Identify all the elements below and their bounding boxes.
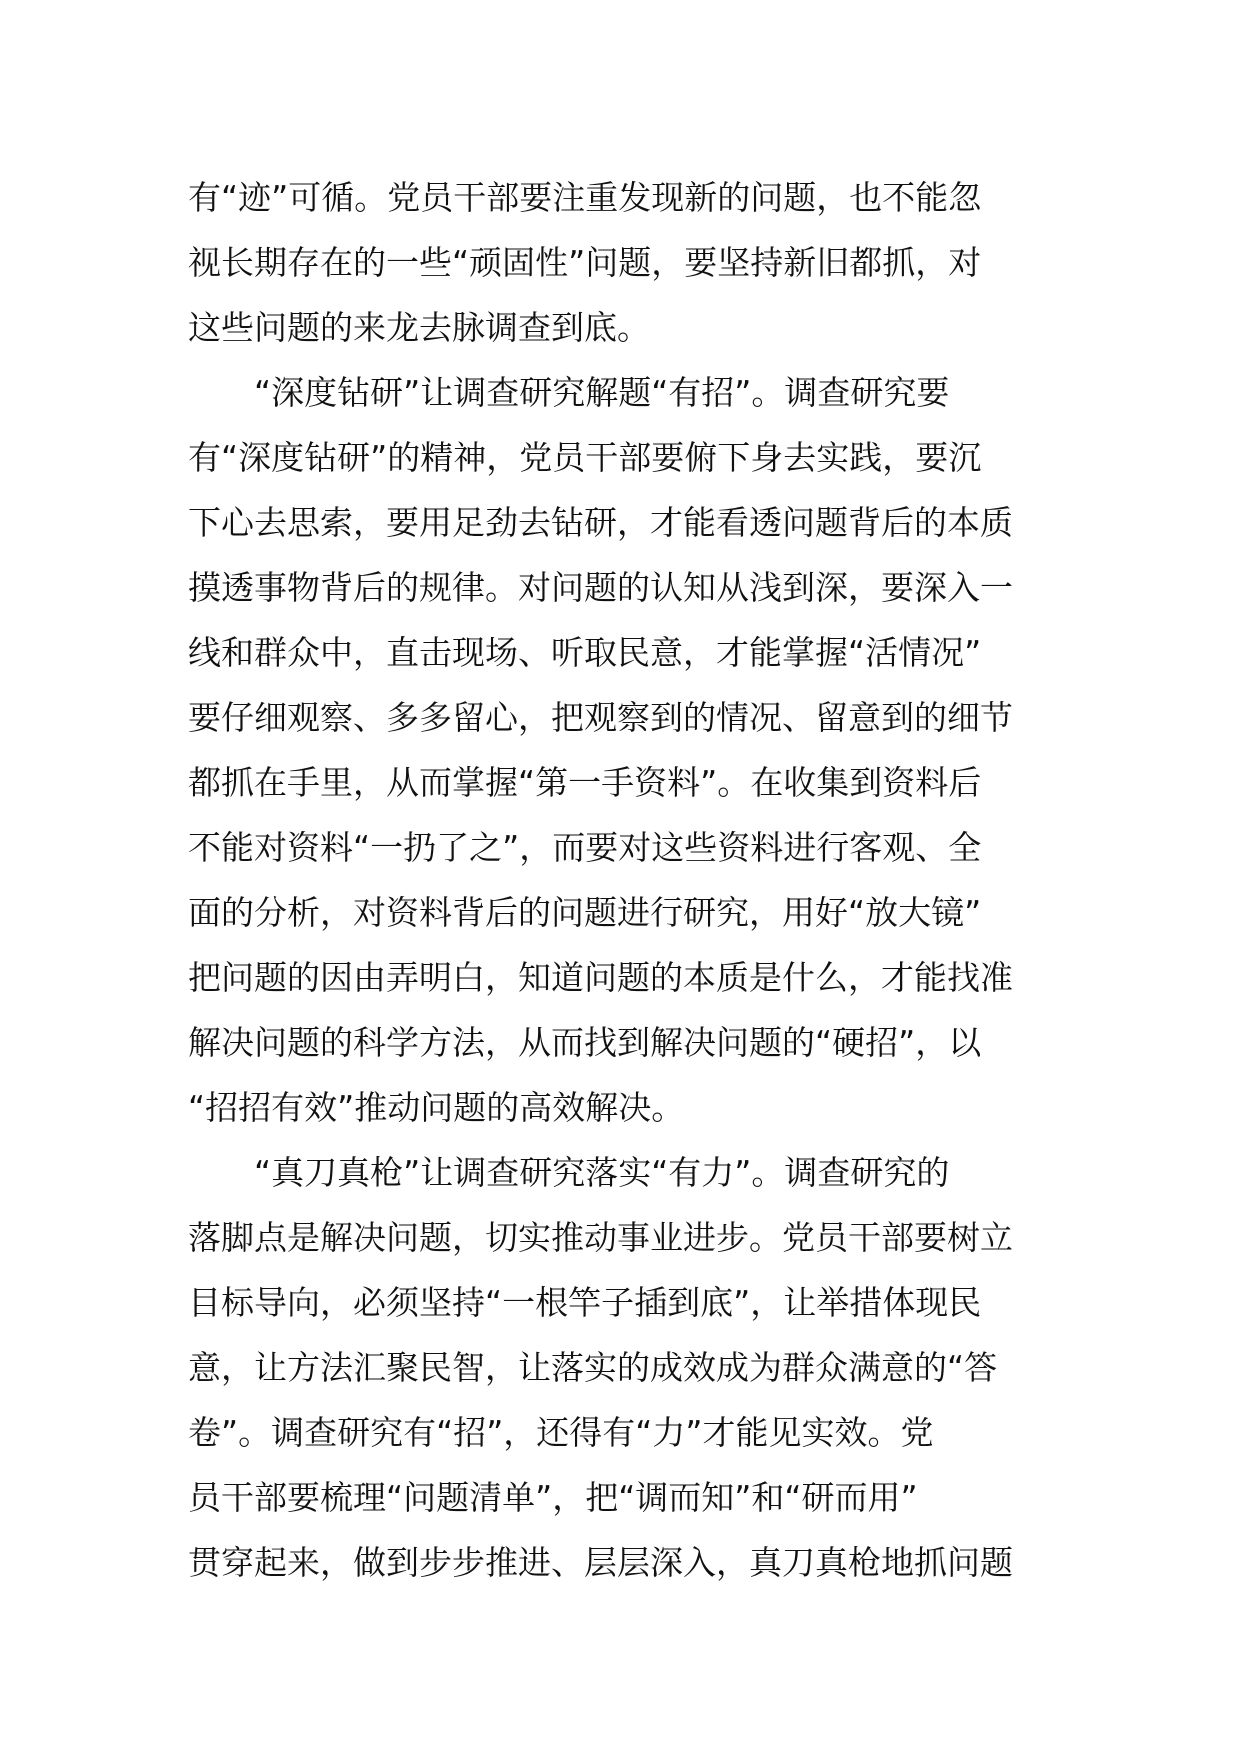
text-line: 解决问题的科学方法，从而找到解决问题的“硬招”，以 — [188, 1023, 982, 1062]
text-line: 线和群众中，直击现场、听取民意，才能掌握“活情况” — [188, 633, 982, 672]
paragraph-1 — [188, 165, 1054, 360]
text-line: 目标导向，必须坚持“一根竿子插到底”，让举措体现民 — [188, 1283, 982, 1322]
text-line: 视长期存在的一些“顽固性”问题，要坚持新旧都抓，对 — [188, 243, 982, 282]
paragraph-2 — [188, 360, 1054, 1140]
text-line: 面的分析，对资料背后的问题进行研究，用好“放大镜” — [188, 893, 982, 932]
text-line: 员干部要梳理“问题清单”，把“调而知”和“研而用” — [188, 1478, 918, 1517]
text-line: 摸透事物背后的规律。对问题的认知从浅到深，要深入一 — [188, 568, 1013, 607]
text-line: 落脚点是解决问题，切实推动事业进步。党员干部要树立 — [188, 1218, 1013, 1257]
text-line: 贯穿起来，做到步步推进、层层深入，真刀真枪地抓问题 — [188, 1543, 1013, 1582]
text-line: 把问题的因由弄明白，知道问题的本质是什么，才能找准 — [188, 958, 1013, 997]
document-page — [188, 165, 1054, 1595]
paragraph-3 — [188, 1140, 1054, 1595]
text-line: 有“迹”可循。党员干部要注重发现新的问题，也不能忽 — [188, 178, 982, 217]
text-line: 这些问题的来龙去脉调查到底。 — [188, 308, 650, 347]
text-line: 有“深度钻研”的精神，党员干部要俯下身去实践，要沉 — [188, 438, 982, 477]
text-line: “深度钻研”让调查研究解题“有招”。调查研究要 — [188, 373, 950, 412]
text-line: 下心去思索，要用足劲去钻研，才能看透问题背后的本质 — [188, 503, 1013, 542]
text-line: 不能对资料“一扔了之”，而要对这些资料进行客观、全 — [188, 828, 982, 867]
text-line: 都抓在手里，从而掌握“第一手资料”。在收集到资料后 — [188, 763, 982, 802]
text-line: 要仔细观察、多多留心，把观察到的情况、留意到的细节 — [188, 698, 1013, 737]
text-line: “招招有效”推动问题的高效解决。 — [188, 1088, 685, 1127]
text-line: “真刀真枪”让调查研究落实“有力”。调查研究的 — [188, 1153, 950, 1192]
text-line: 意，让方法汇聚民智，让落实的成效成为群众满意的“答 — [188, 1348, 998, 1387]
text-line: 卷”。调查研究有“招”，还得有“力”才能见实效。党 — [188, 1413, 934, 1452]
